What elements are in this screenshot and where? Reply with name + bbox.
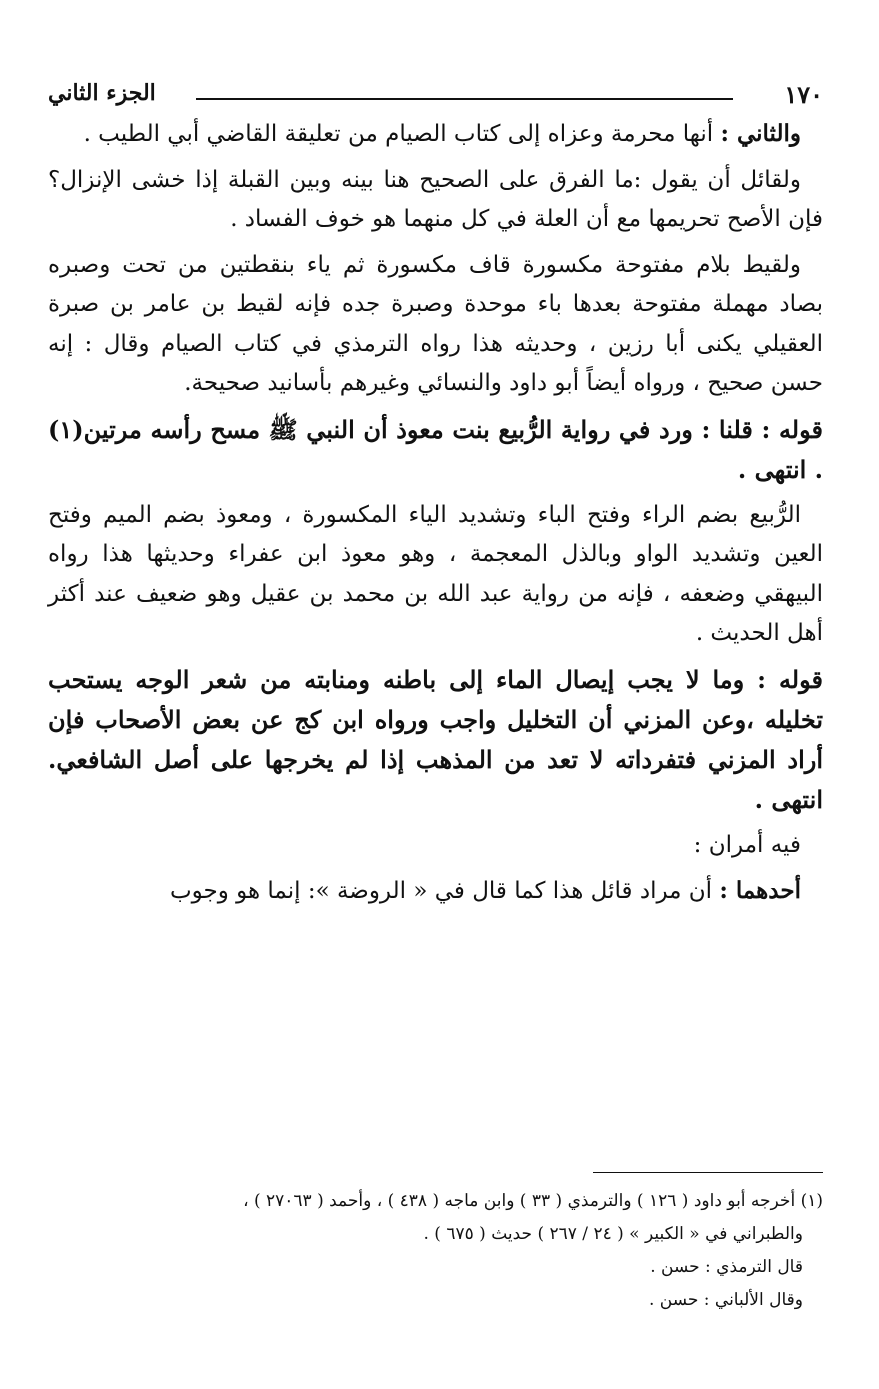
paragraph-text: الرُّبيع بضم الراء وفتح الباء وتشديد الياء المكسورة ، ومعوذ بضم الميم وفتح العين وتشديد الواو وبالذل المعجمة ، وهو معوذ ابن عفراء وحديثها هذا رواه البيهقي وضعفه ، فإنه من رواية عبد الله بن محمد بن عقيل وهو ضعيف عند أكثر أهل الحديث . [48,501,823,646]
paragraph-7 [48,826,823,866]
page-header [48,70,823,114]
paragraph-2 [48,161,823,240]
paragraph-5 [48,496,823,654]
page [48,70,823,918]
footnote-separator [593,1172,823,1173]
paragraph-text: أنها محرمة وعزاه إلى كتاب الصيام من تعليقة القاضي أبي الطيب . [83,121,721,147]
footnote-line-4: وقال الألباني : حسن . [648,1290,803,1310]
paragraph-lead: قوله : [757,664,823,694]
footnote-line-1: (١) أخرجه أبو داود ( ١٢٦ ) والترمذي ( ٣٣ ) وابن ماجه ( ٤٣٨ ) ، وأحمد ( ٢٧٠٦٣ ) ، [243,1191,823,1211]
paragraph-lead: قوله : [761,414,823,444]
paragraph-lead: أحدهما : [719,877,801,904]
quote-paragraph-1 [48,410,823,490]
paragraph-text: أن مراد قائل هذا كما قال في « الروضة »: إنما هو وجوب [169,878,720,904]
paragraph-1 [48,114,823,155]
body-text [48,114,823,912]
page-number: ١٧٠ [784,80,823,109]
paragraph-3 [48,246,823,404]
paragraph-text: ولقائل أن يقول :ما الفرق على الصحيح هنا بينه وبين القبلة إذا خشى الإنزال؟ فإن الأصح تحريمها مع أن العلة في كل منهما هو خوف الفساد . [48,166,823,232]
paragraph-text: ولقيط بلام مفتوحة مكسورة قاف مكسورة ثم ياء بنقطتين من تحت وصبره بصاد مهملة مفتوحة بعدها باء موحدة وصبرة جده فإنه لقيط بن عامر بن صبرة العقيلي يكنى أبا رزين ، وحديثه هذا رواه الترمذي في كتاب الصيام وقال : إنه حسن صحيح ، ورواه أيضاً أبو داود والنسائي وغيرهم بأسانيد صحيحة. [48,251,823,396]
running-title: الجزء الثاني [48,80,156,106]
header-rule [196,98,733,100]
footnote-line-3: قال الترمذي : حسن . [650,1257,803,1277]
paragraph-lead: والثاني : [720,120,801,147]
footnote-line-2: والطبراني في « الكبير » ( ٢٤ / ٢٦٧ ) حديث ( ٦٧٥ ) . [423,1224,803,1244]
paragraph-8 [48,871,823,912]
paragraph-text: وما لا يجب إيصال الماء إلى باطنه ومنابته من شعر الوجه يستحب تخليله ،وعن المزني أن التخليل واجب ورواه ابن كج عن بعض الأصحاب فإن أراد المزني فتفرداته لا تعد من المذهب إذا لم يخرجها على أصل الشافعي. انتهى . [48,664,823,814]
paragraph-text: قلنا : ورد في رواية الرُّبيع بنت معوذ أن النبي ﷺ مسح رأسه مرتين(١) . انتهى . [48,414,823,484]
footnotes [48,1172,823,1317]
paragraph-text: فيه أمران : [693,831,801,858]
quote-paragraph-2 [48,660,823,820]
